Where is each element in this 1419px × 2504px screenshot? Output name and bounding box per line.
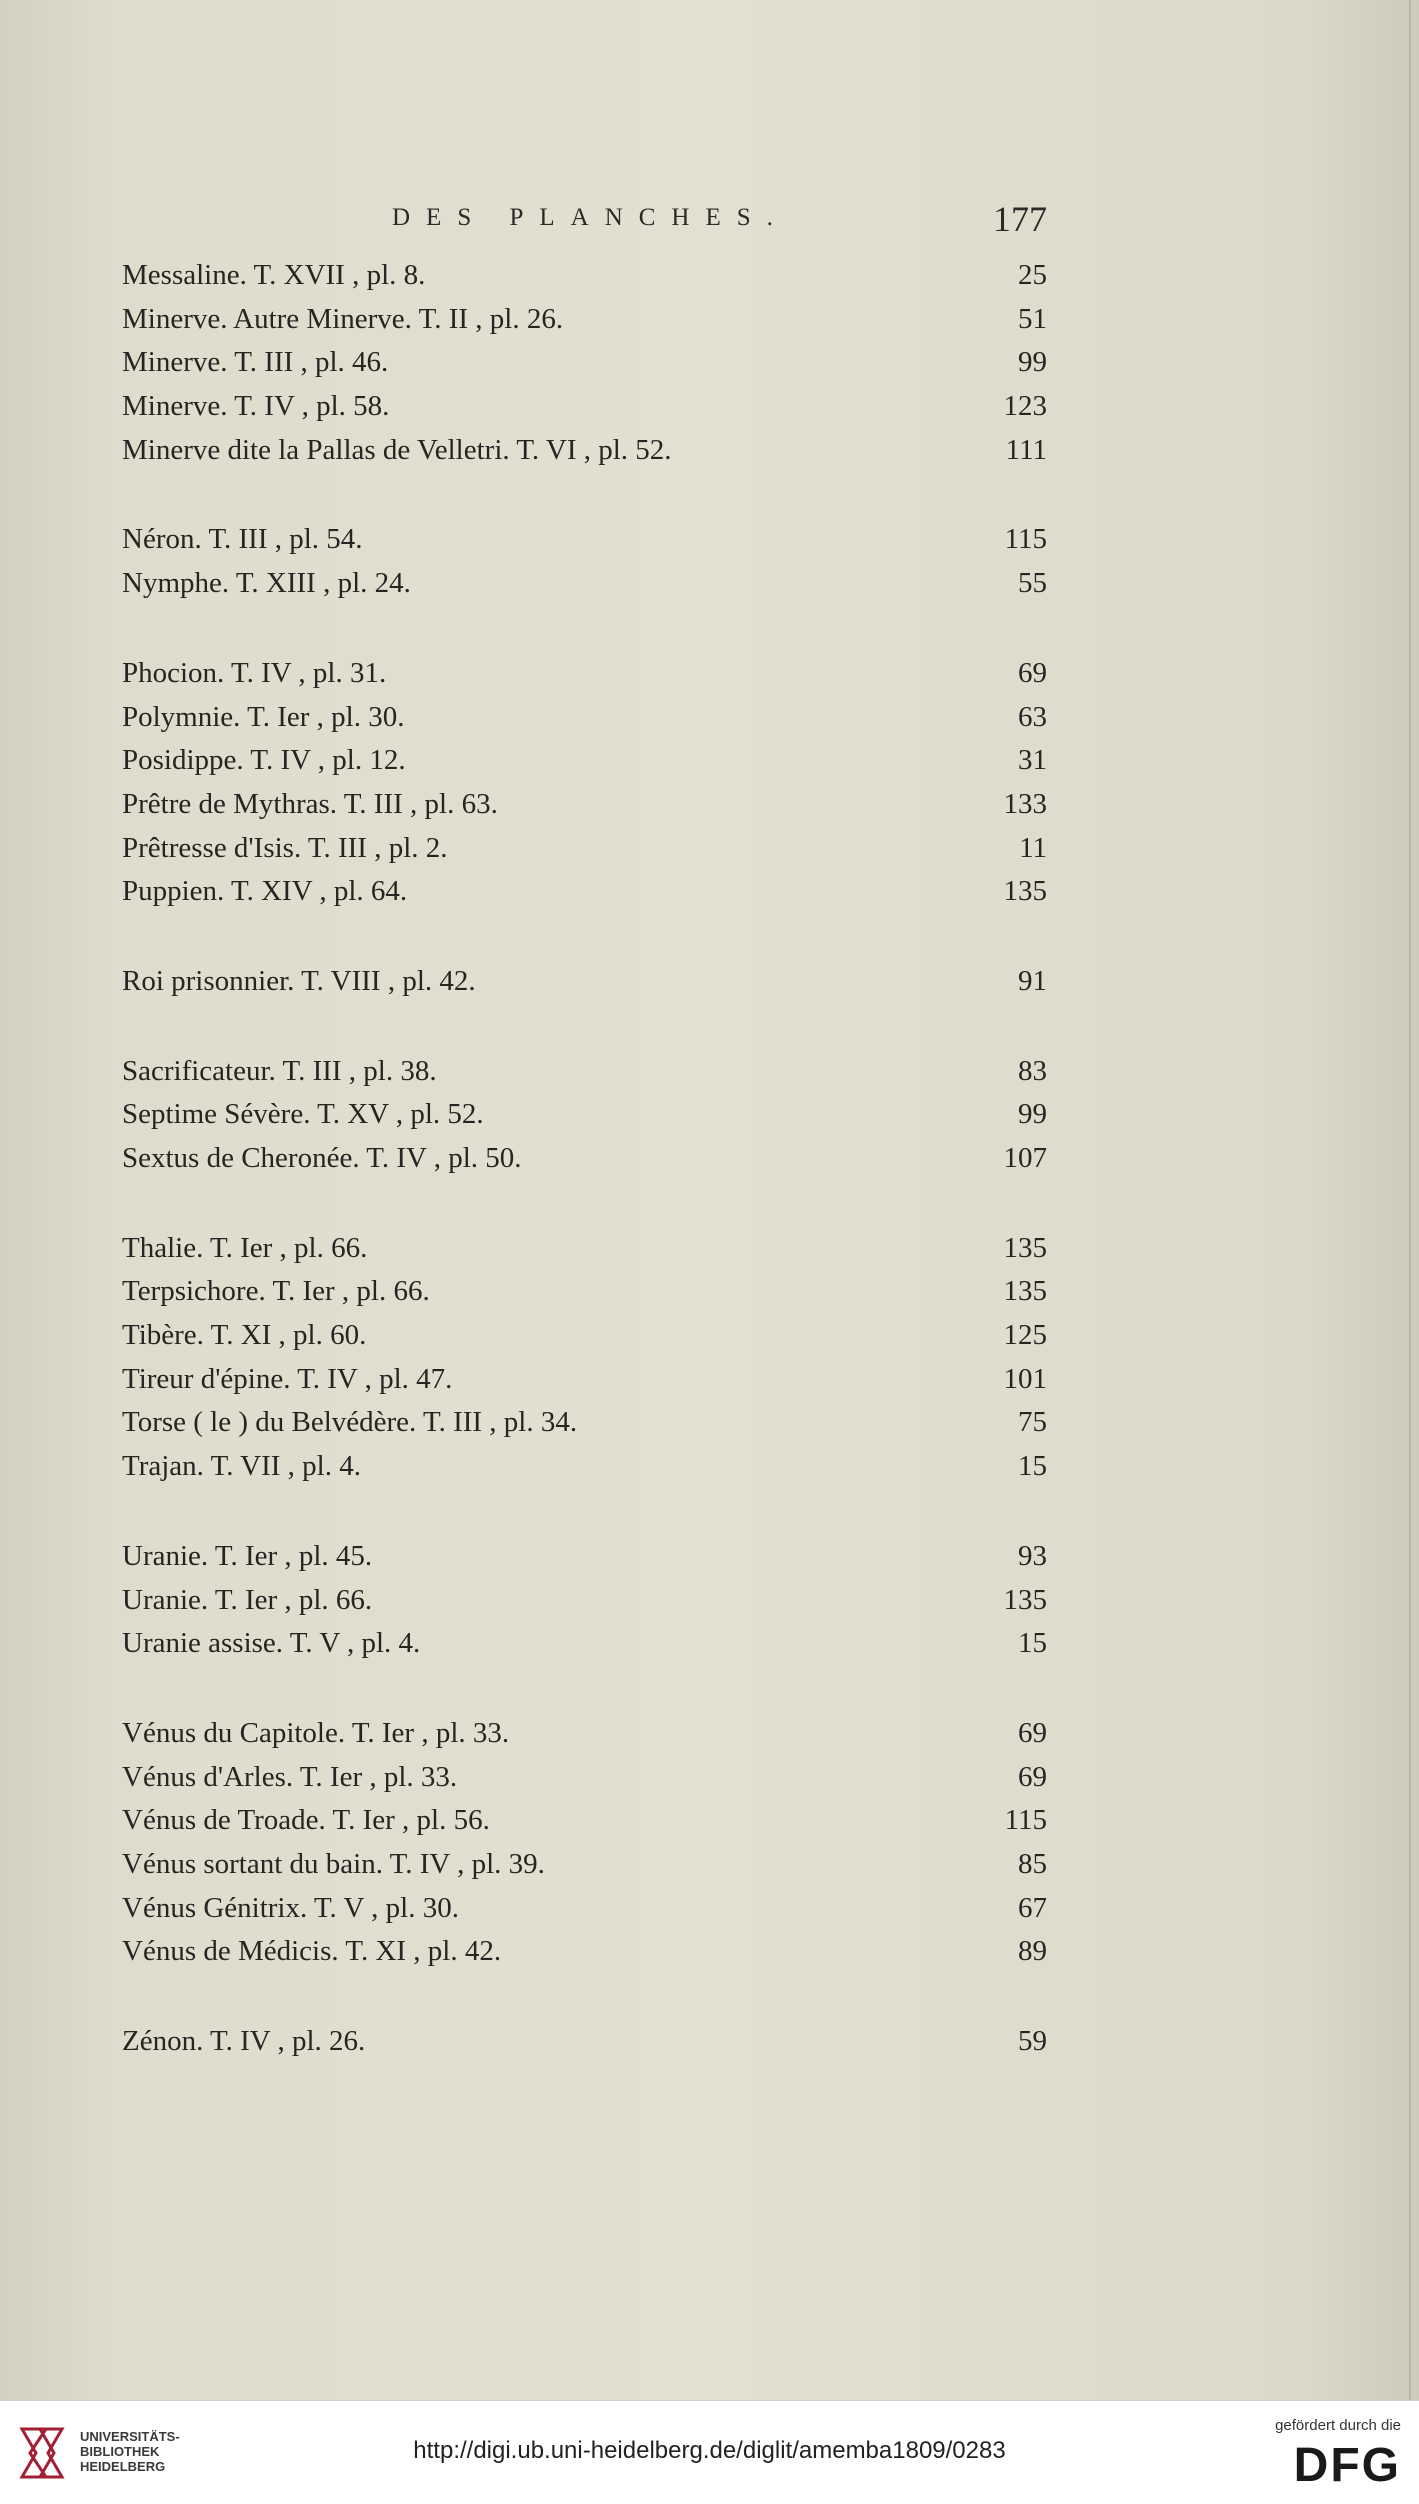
entry-page-number: 115 [1004, 523, 1047, 556]
entry-page-number: 115 [1004, 1804, 1047, 1837]
index-entry [122, 1270, 1047, 1314]
index-entry [122, 2020, 1047, 2064]
index-entry [122, 429, 1047, 473]
entry-page-number: 89 [1018, 1935, 1047, 1968]
entry-page-number: 11 [1019, 831, 1047, 864]
entry-page-number: 59 [1018, 2025, 1047, 2057]
index-entry [122, 1535, 1047, 1579]
index-entry [122, 783, 1047, 827]
index-entry [122, 1579, 1047, 1623]
entry-label: Thalie. T. Ier , pl. 66. [122, 1231, 368, 1264]
index-entry [122, 518, 1047, 562]
index-entry [122, 1843, 1047, 1887]
entry-label: Néron. T. III , pl. 54. [122, 523, 363, 556]
index-entry [122, 562, 1047, 606]
page-header [0, 199, 1419, 244]
library-name-line: HEIDELBERG [80, 2459, 166, 2474]
entry-page-number: 67 [1018, 1891, 1047, 1924]
entry-label: Trajan. T. VII , pl. 4. [122, 1450, 361, 1483]
index-entry [122, 1401, 1047, 1445]
entry-label: Vénus d'Arles. T. Ier , pl. 33. [122, 1760, 458, 1793]
entry-page-number: 135 [1003, 1583, 1047, 1616]
entry-page-number: 83 [1018, 1054, 1047, 1087]
entry-label: Vénus de Médicis. T. XI , pl. 42. [122, 1935, 502, 1968]
entry-page-number: 135 [1003, 1275, 1047, 1308]
entry-label: Tireur d'épine. T. IV , pl. 47. [122, 1362, 453, 1395]
index-entry [122, 1930, 1047, 1974]
entry-page-number: 25 [1018, 259, 1047, 291]
index-entry [122, 385, 1047, 429]
viewer-footer [0, 2400, 1419, 2504]
index-entry [122, 254, 1047, 298]
entry-group [122, 2020, 1047, 2064]
entry-page-number: 15 [1018, 1627, 1047, 1660]
entry-label: Sextus de Cheronée. T. IV , pl. 50. [122, 1142, 522, 1174]
entry-label: Puppien. T. XIV , pl. 64. [122, 875, 408, 908]
index-entry [122, 298, 1047, 342]
index-entry [122, 827, 1047, 871]
entry-page-number: 125 [1003, 1319, 1047, 1352]
entry-page-number: 55 [1018, 567, 1047, 600]
entry-group [122, 1050, 1047, 1181]
sponsor-caption: gefördert durch die [1275, 2417, 1401, 2434]
index-entry [122, 1445, 1047, 1489]
entry-label: Prêtresse d'Isis. T. III , pl. 2. [122, 831, 448, 864]
entry-label: Vénus de Troade. T. Ier , pl. 56. [122, 1804, 490, 1837]
index-entry [122, 1756, 1047, 1800]
entry-label: Sacrificateur. T. III , pl. 38. [122, 1054, 437, 1087]
entry-page-number: 93 [1018, 1539, 1047, 1572]
entry-label: Polymnie. T. Ier , pl. 30. [122, 700, 405, 733]
library-name-line: UNIVERSITÄTS- [80, 2429, 180, 2444]
entry-page-number: 123 [1003, 390, 1047, 423]
entry-label: Zénon. T. IV , pl. 26. [122, 2025, 366, 2057]
dfg-logo: DFG [1293, 2439, 1401, 2492]
entry-page-number: 69 [1018, 656, 1047, 689]
entry-group [122, 1535, 1047, 1666]
entry-label: Minerve. Autre Minerve. T. II , pl. 26. [122, 302, 564, 335]
index-entry [122, 1712, 1047, 1756]
entry-label: Minerve. T. IV , pl. 58. [122, 390, 390, 423]
entry-group [122, 254, 1047, 472]
entry-label: Messaline. T. XVII , pl. 8. [122, 259, 426, 291]
entry-label: Roi prisonnier. T. VIII , pl. 42. [122, 964, 476, 997]
index-entry [122, 1137, 1047, 1181]
index-entry [122, 652, 1047, 696]
entry-label: Uranie. T. Ier , pl. 45. [122, 1539, 373, 1572]
entry-label: Torse ( le ) du Belvédère. T. III , pl. 34. [122, 1406, 578, 1439]
index-entries [122, 254, 1047, 2110]
entry-label: Uranie assise. T. V , pl. 4. [122, 1627, 421, 1660]
entry-group [122, 1712, 1047, 1974]
index-entry [122, 341, 1047, 385]
entry-page-number: 107 [1003, 1142, 1047, 1174]
entry-page-number: 133 [1003, 787, 1047, 820]
entry-group [122, 960, 1047, 1004]
entry-page-number: 135 [1003, 1231, 1047, 1264]
index-entry [122, 1887, 1047, 1931]
entry-page-number: 51 [1018, 302, 1047, 335]
index-entry [122, 696, 1047, 740]
entry-page-number: 99 [1018, 1098, 1047, 1131]
entry-label: Uranie. T. Ier , pl. 66. [122, 1583, 373, 1616]
entry-label: Phocion. T. IV , pl. 31. [122, 656, 387, 689]
entry-label: Tibère. T. XI , pl. 60. [122, 1319, 367, 1352]
entry-page-number: 31 [1018, 744, 1047, 777]
entry-page-number: 63 [1018, 700, 1047, 733]
running-title: DES PLANCHES. [392, 204, 789, 231]
entry-page-number: 69 [1018, 1716, 1047, 1749]
entry-page-number: 135 [1003, 875, 1047, 908]
entry-label: Vénus Génitrix. T. V , pl. 30. [122, 1891, 459, 1924]
entry-page-number: 69 [1018, 1760, 1047, 1793]
entry-page-number: 91 [1018, 964, 1047, 997]
entry-group [122, 652, 1047, 914]
entry-page-number: 111 [1005, 433, 1047, 466]
index-entry [122, 1227, 1047, 1271]
entry-label: Minerve. T. III , pl. 46. [122, 346, 389, 379]
entry-label: Prêtre de Mythras. T. III , pl. 63. [122, 787, 498, 820]
entry-label: Vénus du Capitole. T. Ier , pl. 33. [122, 1716, 510, 1749]
entry-label: Minerve dite la Pallas de Velletri. T. VI , pl. 52. [122, 433, 672, 466]
entry-group [122, 518, 1047, 605]
entry-page-number: 99 [1018, 346, 1047, 379]
index-entry [122, 1799, 1047, 1843]
index-entry [122, 739, 1047, 783]
permalink-url[interactable]: http://digi.ub.uni-heidelberg.de/diglit/amemba1809/0283 [413, 2437, 1006, 2464]
index-entry [122, 870, 1047, 914]
index-entry [122, 1093, 1047, 1137]
index-entry [122, 1622, 1047, 1666]
entry-label: Posidippe. T. IV , pl. 12. [122, 744, 406, 777]
entry-label: Terpsichore. T. Ier , pl. 66. [122, 1275, 430, 1308]
entry-page-number: 75 [1018, 1406, 1047, 1439]
entry-label: Vénus sortant du bain. T. IV , pl. 39. [122, 1847, 545, 1880]
entry-label: Septime Sévère. T. XV , pl. 52. [122, 1098, 484, 1131]
index-entry [122, 1314, 1047, 1358]
entry-page-number: 101 [1003, 1362, 1047, 1395]
entry-page-number: 15 [1018, 1450, 1047, 1483]
entry-group [122, 1227, 1047, 1489]
index-entry [122, 1358, 1047, 1402]
index-entry [122, 1050, 1047, 1094]
page-number: 177 [993, 199, 1047, 239]
entry-page-number: 85 [1018, 1847, 1047, 1880]
index-entry [122, 960, 1047, 1004]
library-name-line: BIBLIOTHEK [80, 2444, 160, 2459]
entry-label: Nymphe. T. XIII , pl. 24. [122, 567, 411, 600]
